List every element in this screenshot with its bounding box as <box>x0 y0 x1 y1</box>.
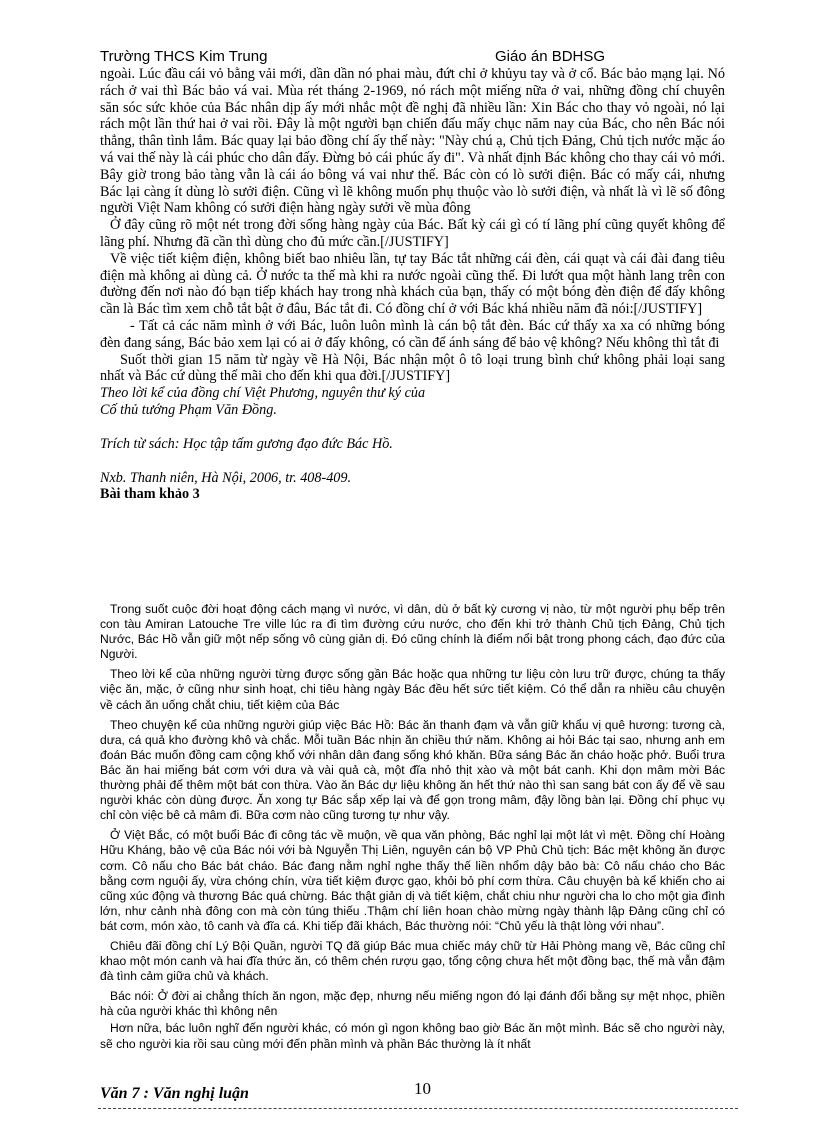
story-paragraph: Suốt thời gian 15 năm từ ngày về Hà Nội, Bác nhận một ô tô loại trung bình chứ không phải loại sang nhất và Bác cứ dùng thế mãi cho đến khi qua đời.[/JUSTIFY] <box>100 351 725 385</box>
reference-paragraph: Ở Việt Bắc, có một buổi Bác đi công tác về muộn, về qua văn phòng, Bác nghỉ lại một lát vì mệt. Đồng chí Hoàng Hữu Kháng, bảo vệ của Bác nói với bà Nguyễn Thị Liên, nguyên cán bộ VP Phủ Chủ tịch: Bác mệt không ăn được cơm. Cô nấu cho Bác bát cháo. Bác đang nằm nghỉ nghe thấy thế liền nhổm dậy bảo bà: Cô nấu cháo cho Bác bằng cơm nguội ấy, vừa chóng chín, vừa tiết kiệm được gạo, khỏi bỏ phí cơm thừa. Câu chuyện bà kể khiến cho ai cũng xúc động và thương Bác quá chừng. Bác thật giản dị và tiết kiệm, chắt chiu như người cha lo cho một gia đình lớn, như cảnh nhà đông con mà còn túng thiếu .Thậm chí liên hoan chào mừng ngày thành lập Đảng cũng chỉ có bát cơm, món xào, tô canh và đĩa cá. Khi tiếp đãi khách, Bác thường nói: “Chủ yếu là thật lòng với nhau”. <box>100 828 725 933</box>
publisher-line: Nxb. Thanh niên, Hà Nội, 2006, tr. 408-409. <box>100 469 352 486</box>
reference-paragraph: Hơn nữa, bác luôn nghĩ đến người khác, có món gì ngon không bao giờ Bác ăn một mình. Bác sẽ cho người này, sẽ cho người kia rồi sau cùng mới đến phần mình và phần Bác thường là ít nhất <box>100 1021 725 1051</box>
credit-line: Cố thủ tướng Phạm Văn Đồng. <box>100 401 277 418</box>
page-number: 10 <box>414 1079 431 1098</box>
credit-line: Theo lời kể của đồng chí Việt Phương, nguyên thư ký của <box>100 385 426 402</box>
reference-paragraph: Theo chuyện kể của những người giúp việc Bác Hồ: Bác ăn thanh đạm và vẫn giữ khẩu vị quê hương: tương cà, dưa, cá quả kho đường khô và chắc. Mỗi tuần Bác nhịn ăn chiều thứ năm. Không ai hỏi Bác tại sao, nhưng anh em đoán Bác muốn đồng cam cộng khổ với nhân dân đang sống khó khăn. Bữa sáng Bác ăn cháo hoặc phở. Buổi trưa Bác ăn hai miếng bát cơm với dưa và vài quả cà, một đĩa nhỏ thịt xào và một bát canh. Khi dọn mâm mời Bác thường phải để thêm một bát con thừa. Vào ăn Bác dự liệu không ăn hết thứ nào thì san sang bát con ấy để về sau người khác còn dùng được. Ăn xong tự Bác sắp xếp lại và để gọn trong mâm, đậy lồng bàn lại. Đồng chí phục vụ chỉ còn việc bê cả mâm đi. Bữa cơm nào cũng tương tự như vậy. <box>100 717 725 823</box>
reference-paragraph: Trong suốt cuộc đời hoạt động cách mạng vì nước, vì dân, dù ở bất kỳ cương vị nào, từ một người phụ bếp trên con tàu Amiran Latouche Tre ville lúc ra đi tìm đường cứu nước, cho đến khi trở thành Chủ tịch Đảng, Chủ tịch Nước, Bác Hồ vẫn giữ một nếp sống vô cùng giản dị. Đó cũng chính là điểm nổi bật trong phong cách, đạo đức của Người. <box>100 602 725 662</box>
story-paragraph: - Tất cả các năm mình ở với Bác, luôn luôn mình là cán bộ tắt đèn. Bác cứ thấy xa xa có những bóng đèn đang sáng, Bác bảo xem lại có ai ở đấy không, có cần để ánh sáng để bảo vệ không? Nếu không thì tắt đi <box>100 317 725 351</box>
footer-divider <box>98 1108 738 1109</box>
reference-paragraph: Bác nói: Ở đời ai chẳng thích ăn ngon, mặc đẹp, nhưng nếu miếng ngon đó lại đánh đổi bằng sự mệt nhọc, phiền hà của người khác thì không nên <box>100 989 725 1019</box>
story-paragraph: Ở đây cũng rõ một nét trong đời sống hàng ngày của Bác. Bất kỳ cái gì có tí lãng phí cũng quyết không để lãng phí. Nhưng đã cần thì dùng cho đủ mức cần.[/JUSTIFY] <box>100 217 725 250</box>
page-header <box>100 48 740 68</box>
story-section <box>100 66 725 503</box>
reference-paragraph: Chiêu đãi đồng chí Lý Bội Quần, người TQ đã giúp Bác mua chiếc máy chữ từ Hải Phòng mang về, Bác cũng chỉ khao một món canh và hai đĩa thức ăn, có thêm chén rượu gạo, tổng cộng chưa hết một đồng bạc, thế mà vẫn đậm đà tình cảm giữa chủ và khách. <box>100 938 725 984</box>
story-paragraph: ngoài. Lúc đầu cái vỏ bằng vải mới, dần dần nó phai màu, đứt chỉ ở khủyu tay và ở cổ. Bác bảo mạng lại. Nó rách ở vai thì Bác bảo vá vai. Mùa rét tháng 2-1969, nó rách một miếng nữa ở vai, những đồng chí chuyên săn sóc sức khỏe của Bác nhân dịp ấy mới nhắc một đề nghị đã nhiều lần: Xin Bác cho thay vỏ ngoài, nó lại rách một lần thứ hai ở vai rồi. Đây là một người bạn chiến đấu mấy chục năm nay của Bác, cho nên Bác nói thẳng, thân tình lắm. Bác quay lại bảo đồng chí ấy thế này: "Này chú ạ, Chủ tịch Đảng, Chủ tịch nước mặc áo vá vai thế này là cái phúc cho dân đấy. Đừng bỏ cái phúc ấy đi". Và nhất định Bác không cho thay cái vỏ mới. Bây giờ trong bảo tàng vẫn là cái áo bông vá vai như thế. Bác còn có lò sưởi điện. Bác có mấy cái, nhưng Bác lại càng ít dùng lò sưởi điện. Cũng vì lẽ không muốn phụ thuộc vào lò sưởi điện, và nhất là vì lẽ số đông người Việt Nam không có sưởi điện hàng ngày sưởi về mùa đông <box>100 66 725 217</box>
source-line: Trích từ sách: Học tập tấm gương đạo đức Bác Hồ. <box>100 435 393 452</box>
footer-title: Văn 7 : Văn nghị luận <box>100 1085 249 1102</box>
document-name: Giáo án BDHSG <box>495 48 606 65</box>
section-title: Bài tham khảo 3 <box>100 486 200 503</box>
reference-section <box>100 602 725 1057</box>
reference-paragraph: Theo lời kể của những người từng được sống gần Bác hoặc qua những tư liệu còn lưu trữ được, chúng ta thấy việc ăn, mặc, ở cũng như sinh hoạt, chi tiêu hàng ngày Bác đều hết sức tiết kiệm. Có thể dẫn ra nhiều câu chuyện về cách ăn uống chắt chiu, tiết kiệm của Bác <box>100 667 725 712</box>
school-name: Trường THCS Kim Trung <box>100 48 268 65</box>
story-paragraph: Về việc tiết kiệm điện, không biết bao nhiêu lần, tự tay Bác tắt những cái đèn, cái quạt và cái đài đang tiêu điện mà không ai dùng cả. Ở nước ta thế mà khi ra nước ngoài cũng thế. Đi lướt qua một hành lang trên con đường đến nơi nào đó bạn tiếp khách hay trong nhà khách của bạn, thấy có một bóng đèn điện để đấy không cần là Bác tìm xem chỗ tắt bật ở đâu, Bác tắt đi. Có đồng chí ở với Bác khá nhiều năm đã nói:[/JUSTIFY] <box>100 250 725 318</box>
